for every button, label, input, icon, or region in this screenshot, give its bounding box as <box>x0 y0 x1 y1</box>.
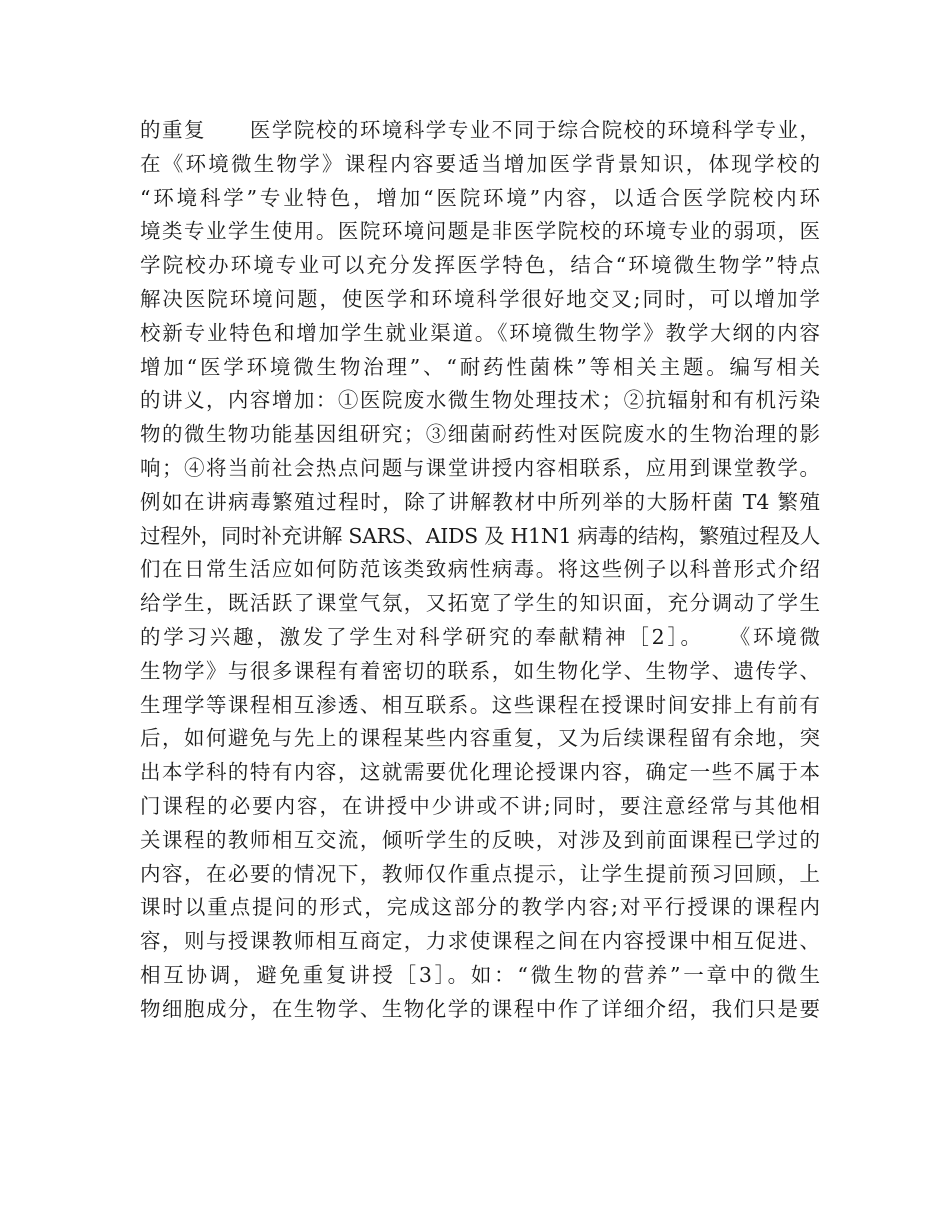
text-line: 物细胞成分，在生物学、生物化学的课程中作了详细介绍，我们只是要 <box>140 996 820 1021</box>
text-line: 们在日常生活应如何防范该类致病性病毒。将这些例子以科普形式介绍 <box>140 557 820 582</box>
text-line: 响；④将当前社会热点问题与课堂讲授内容相联系，应用到课堂教学。 <box>140 455 820 480</box>
text-line: 增加“医学环境微生物治理”、“耐药性菌株”等相关主题。编写相关 <box>140 354 820 379</box>
text-line: 容，则与授课教师相互商定，力求使课程之间在内容授课中相互促进、 <box>140 929 820 954</box>
text-line: 门课程的必要内容，在讲授中少讲或不讲;同时，要注意经常与其他相 <box>140 793 820 818</box>
text-line: 的学习兴趣，激发了学生对科学研究的奉献精神［2］。 《环境微 <box>140 624 820 649</box>
text-line: “环境科学”专业特色，增加“医院环境”内容，以适合医学院校内环 <box>140 185 820 210</box>
text-line: 关课程的教师相互交流，倾听学生的反映，对涉及到前面课程已学过的 <box>140 827 820 852</box>
text-line: 学院校办环境专业可以充分发挥医学特色，结合“环境微生物学”特点 <box>140 253 820 278</box>
text-line: 在《环境微生物学》课程内容要适当增加医学背景知识，体现学校的 <box>140 151 820 176</box>
text-line: 出本学科的特有内容，这就需要优化理论授课内容，确定一些不属于本 <box>140 760 820 785</box>
text-line: 课时以重点提问的形式，完成这部分的教学内容;对平行授课的课程内 <box>140 895 820 920</box>
text-line: 生理学等课程相互渗透、相互联系。这些课程在授课时间安排上有前有 <box>140 692 820 717</box>
text-line: 给学生，既活跃了课堂气氛，又拓宽了学生的知识面，充分调动了学生 <box>140 591 820 616</box>
text-line: 内容，在必要的情况下，教师仅作重点提示，让学生提前预习回顾，上 <box>140 861 820 886</box>
text-line: 的重复 医学院校的环境科学专业不同于综合院校的环境科学专业， <box>140 118 820 142</box>
text-line: 后，如何避免与先上的课程某些内容重复，又为后续课程留有余地，突 <box>140 726 820 751</box>
text-line: 解决医院环境问题，使医学和环境科学很好地交叉;同时，可以增加学 <box>140 286 820 311</box>
text-line: 物的微生物功能基因组研究；③细菌耐药性对医院废水的生物治理的影 <box>140 422 820 447</box>
text-line: 境类专业学生使用。医院环境问题是非医学院校的环境专业的弱项，医 <box>140 219 820 244</box>
body-text <box>140 114 820 1027</box>
text-line: 过程外，同时补充讲解 SARS、AIDS 及 H1N1 病毒的结构，繁殖过程及人 <box>140 523 820 548</box>
text-line: 相互协调，避免重复讲授［3］。如：“微生物的营养”一章中的微生 <box>140 962 820 987</box>
text-line: 例如在讲病毒繁殖过程时，除了讲解教材中所列举的大肠杆菌 T4 繁殖 <box>140 489 820 514</box>
text-line: 生物学》与很多课程有着密切的联系，如生物化学、生物学、遗传学、 <box>140 658 820 683</box>
text-line: 校新专业特色和增加学生就业渠道。《环境微生物学》教学大纲的内容 <box>140 320 820 345</box>
text-line: 的讲义，内容增加：①医院废水微生物处理技术；②抗辐射和有机污染 <box>140 388 820 413</box>
